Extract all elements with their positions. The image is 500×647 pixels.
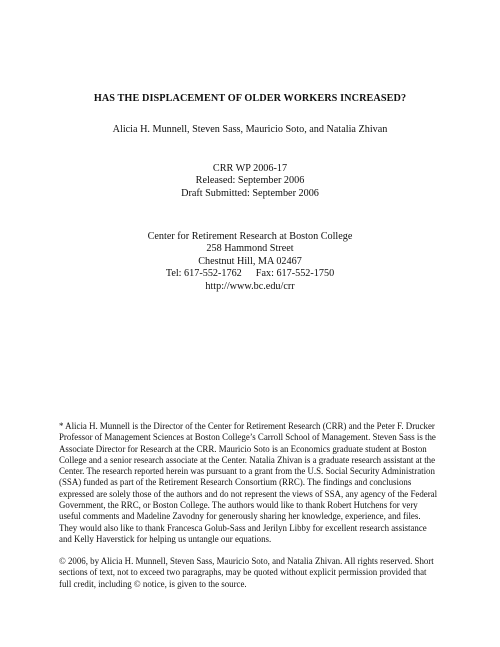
author-footnote <box>59 421 459 545</box>
footnote-line: They would also like to thank Francesca Golub-Sass and Jerilyn Libby for excellent research assistance <box>59 522 427 533</box>
footnote-line: * Alicia H. Munnell is the Director of the Center for Retirement Research (CRR) and the Peter F. Drucker <box>59 421 435 431</box>
footnote-line: Associate Director for Research at the CRR. Mauricio Soto is an Economics graduate student at Boston <box>59 443 427 454</box>
copyright-line: © 2006, by Alicia H. Munnell, Steven Sass, Mauricio Soto, and Natalia Zhivan. All rights reserved. Short <box>59 556 434 566</box>
footnote-line: Government, the RRC, or Boston College. The authors would like to thank Robert Hutchens for very <box>59 500 418 511</box>
copyright-line: sections of text, not to exceed two paragraphs, may be quoted without explicit permission provided that <box>59 567 427 578</box>
footnote-line: Center. The research reported herein was pursuant to a grant from the U.S. Social Security Administration <box>59 466 435 477</box>
working-paper-number: CRR WP 2006-17 <box>212 163 288 174</box>
copyright-line: full credit, including © notice, is given to the source. <box>59 578 247 589</box>
draft-submitted-date: Draft Submitted: September 2006 <box>181 187 319 199</box>
city-address: Chestnut Hill, MA 02467 <box>198 255 302 267</box>
working-paper-info <box>0 163 500 200</box>
institution-url[interactable]: http://www.bc.edu/crr <box>205 280 295 292</box>
street-address: 258 Hammond Street <box>206 243 294 255</box>
institution-address <box>0 231 500 293</box>
copyright-notice <box>59 556 459 590</box>
footnote-line: and Kelly Haverstick for helping us untangle our equations. <box>59 533 272 544</box>
fax: Fax: 617-552-1750 <box>255 268 335 280</box>
contact-line <box>0 268 500 280</box>
footnote-line: useful comments and Madeline Zavodny for generously sharing her knowledge, experience, and files. <box>59 511 421 522</box>
paper-title: HAS THE DISPLACEMENT OF OLDER WORKERS INCREASED? <box>93 93 407 104</box>
release-date: Released: September 2006 <box>195 175 305 187</box>
institution-name: Center for Retirement Research at Boston College <box>147 231 353 242</box>
footnote-line: Professor of Management Sciences at Boston College’s Carroll School of Management. Steven Sass is the <box>59 432 436 443</box>
footnote-line: expressed are solely those of the authors and do not represent the views of SSA, any agency of the Federal <box>59 488 438 499</box>
footnote-line: (SSA) funded as part of the Retirement Research Consortium (RRC). The findings and conclusions <box>59 477 412 488</box>
author-list: Alicia H. Munnell, Steven Sass, Mauricio Soto, and Natalia Zhivan <box>112 124 388 135</box>
footnote-line: College and a senior research associate at the Center. Natalia Zhivan is a graduate research assistant at the <box>59 454 436 465</box>
telephone: Tel: 617-552-1762 <box>165 268 242 280</box>
